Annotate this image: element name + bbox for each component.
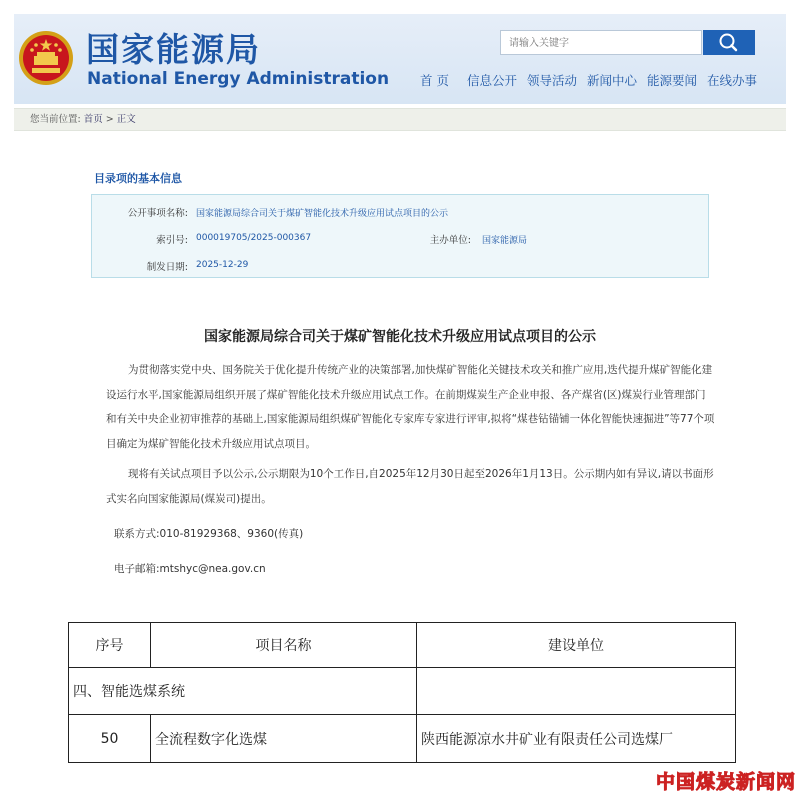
table-header-name: 项目名称	[151, 623, 417, 668]
table-section-empty	[417, 668, 736, 715]
document-paragraph-2: 现将有关试点项目予以公示,公示期限为10个工作日,自2025年12月30日起至2026年1月13日。公示期内如有异议,请以书面形式实名向国家能源局(煤炭司)提出。	[106, 468, 714, 505]
site-title-en: National Energy Administration	[87, 69, 390, 89]
site-header	[14, 14, 786, 104]
breadcrumb-prefix: 您当前位置:	[30, 114, 81, 125]
project-table	[68, 622, 736, 763]
subject-label: 公开事项名称:	[127, 208, 188, 219]
document-title: 国家能源局综合司关于煤矿智能化技术升级应用试点项目的公示	[204, 329, 596, 345]
table-row	[69, 715, 736, 763]
index-value: 000019705/2025-000367	[196, 233, 312, 243]
national-emblem-icon	[18, 30, 74, 86]
contact-info: 联系方式:010-81929368、9360(传真)	[114, 528, 304, 540]
breadcrumb-home-link[interactable]: 首页	[83, 114, 103, 125]
nav-item-leader-activities[interactable]: 领导活动	[526, 73, 577, 88]
webpage-screenshot	[14, 14, 786, 580]
site-title-cn: 国家能源局	[86, 30, 261, 69]
table-cell-no: 50	[69, 715, 151, 763]
nav-item-online-services[interactable]: 在线办事	[706, 73, 757, 88]
org-value: 国家能源局	[482, 236, 528, 246]
search-icon	[703, 30, 755, 55]
index-label: 索引号:	[156, 235, 188, 246]
breadcrumb-separator: >	[105, 114, 114, 125]
nav-item-home[interactable]: 首 页	[420, 73, 449, 88]
table-header-no: 序号	[69, 623, 151, 668]
nav-item-info-disclosure[interactable]: 信息公开	[466, 73, 517, 88]
watermark-text: 中国煤炭新闻网	[655, 771, 796, 793]
search-box	[500, 30, 702, 55]
meta-section-title: 目录项的基本信息	[94, 172, 182, 185]
table-cell-unit: 陕西能源凉水井矿业有限责任公司选煤厂	[417, 715, 736, 763]
document-paragraph-1: 为贯彻落实党中央、国务院关于优化提升传统产业的决策部署,加快煤矿智能化关键技术攻关和推广应用,迭代提升煤矿智能化建设运行水平,国家能源局组织开展了煤矿智能化技术升级应用试点工作。在前期煤炭生产企业申报、各产煤省(区)煤炭行业管理部门和有关中央企业初审推荐的基础上,国家能源局组织煤矿智能化专家库专家进行评审,拟将“煤巷钻锚铺一体化智能快速掘进”等77个项目确定为煤矿智能化技术升级应用试点项目。	[106, 364, 715, 450]
table-header-row	[69, 623, 736, 668]
table-section-label: 四、智能选煤系统	[69, 668, 417, 715]
date-label: 制发日期:	[146, 262, 188, 273]
meta-info-box	[91, 194, 709, 278]
nav-item-energy-news[interactable]: 能源要闻	[646, 73, 697, 88]
main-nav	[420, 71, 771, 91]
email-info: 电子邮箱:mtshyc@nea.gov.cn	[114, 563, 266, 575]
nav-item-news-center[interactable]: 新闻中心	[586, 73, 637, 88]
subject-value: 国家能源局综合司关于煤矿智能化技术升级应用试点项目的公示	[196, 209, 449, 219]
table-section-row	[69, 668, 736, 715]
table-cell-name: 全流程数字化选煤	[151, 715, 417, 763]
search-button[interactable]	[703, 30, 755, 55]
breadcrumb	[14, 108, 786, 131]
breadcrumb-current: 正文	[116, 114, 136, 125]
table-header-unit: 建设单位	[417, 623, 736, 668]
search-input[interactable]	[507, 32, 701, 56]
org-label: 主办单位:	[429, 235, 471, 246]
date-value: 2025-12-29	[196, 260, 249, 270]
